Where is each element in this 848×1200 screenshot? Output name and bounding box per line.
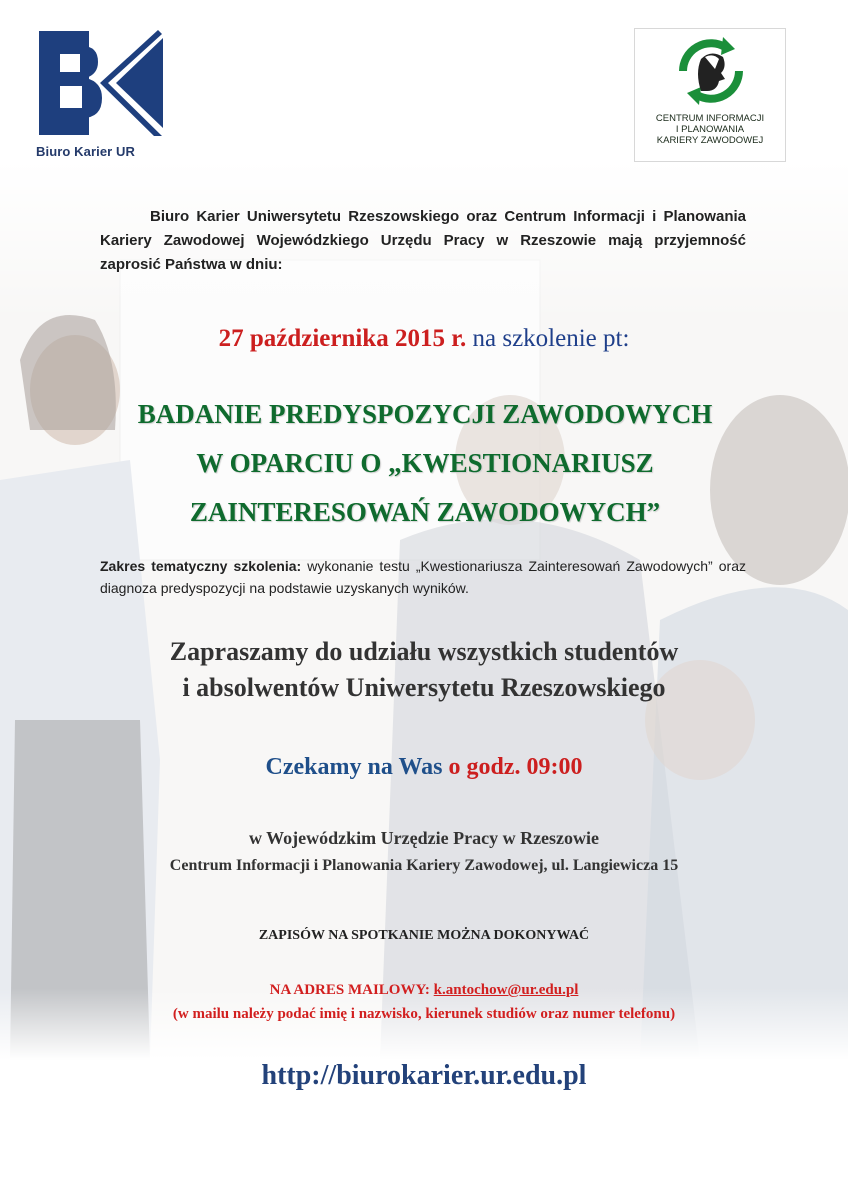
title-line: BADANIE PREDYSPOZYCJI ZAWODOWYCH <box>137 399 713 429</box>
email-label: NA ADRES MAILOWY: <box>269 982 434 998</box>
invitation-line: i absolwentów Uniwersytetu Rzeszowskiego <box>182 673 666 702</box>
biuro-karier-caption: Biuro Karier UR <box>36 144 136 159</box>
invitation-heading <box>0 634 848 706</box>
scope-label: Zakres tematyczny szkolenia: <box>100 558 302 574</box>
event-date: 27 października 2015 r. <box>218 325 467 352</box>
biuro-karier-logo <box>36 28 166 162</box>
website-link[interactable]: http://biurokarier.ur.edu.pl <box>261 1060 587 1091</box>
time-line <box>0 754 848 781</box>
centrum-logo-caption <box>635 113 785 146</box>
centrum-informacji-logo <box>634 28 786 162</box>
centrum-caption-line: CENTRUM INFORMACJI <box>655 113 765 124</box>
centrum-caption-line: I PLANOWANIA <box>675 124 745 135</box>
signup-notice: ZAPISÓW NA SPOTKANIE MOŻNA DOKONYWAĆ <box>258 928 590 943</box>
bk-logo-mark <box>36 28 166 140</box>
email-line <box>0 982 848 999</box>
venue-line: w Wojewódzkim Urzędzie Pracy w Rzeszowie <box>248 828 600 848</box>
scope-text: wykonanie testu „Kwestionariusza Zainteresowań Zawodowych” oraz diagnoza predyspozycji na podstawie uzyskanych wyników. <box>100 558 746 596</box>
intro-paragraph: Biuro Karier Uniwersytetu Rzeszowskiego oraz Centrum Informacji i Planowania Kariery Zawodowej Wojewódzkiego Urzędu Pracy w Rzeszowie mają przyjemność zaprosić Państwa w dniu: <box>100 208 746 273</box>
email-link[interactable]: k.antochow@ur.edu.pl <box>433 982 579 998</box>
email-instructions: (w mailu należy podać imię i nazwisko, kierunek studiów oraz numer telefonu) <box>172 1006 676 1022</box>
venue-address: Centrum Informacji i Planowania Kariery Zawodowej, ul. Langiewicza 15 <box>169 857 679 874</box>
title-line: W OPARCIU O „KWESTIONARIUSZ <box>196 448 654 478</box>
invitation-line: Zapraszamy do udziału wszystkich studentów <box>169 637 679 666</box>
training-title <box>60 390 790 537</box>
waiting-text: Czekamy na Was <box>265 754 443 780</box>
scope-paragraph <box>100 555 746 599</box>
recycle-head-icon <box>635 29 785 113</box>
event-date-line <box>0 325 848 353</box>
title-line: ZAINTERESOWAŃ ZAWODOWYCH” <box>189 497 661 527</box>
training-intro: na szkolenie pt: <box>466 325 630 352</box>
background-photo <box>0 160 848 1060</box>
event-time: o godz. 09:00 <box>442 754 583 780</box>
centrum-caption-line: KARIERY ZAWODOWEJ <box>656 135 764 146</box>
